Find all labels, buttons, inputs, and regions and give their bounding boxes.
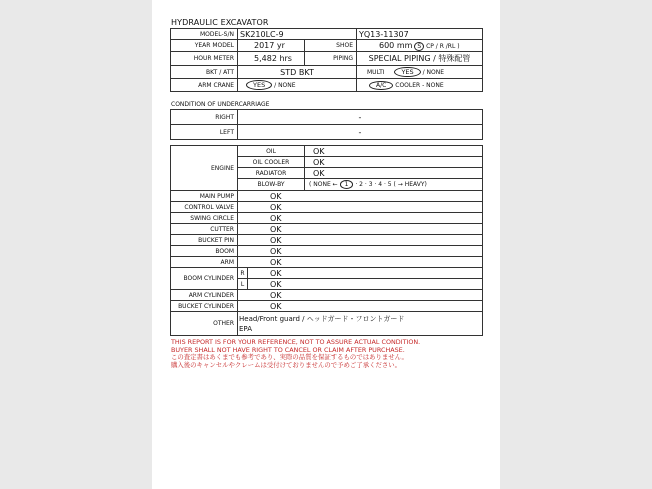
multi-label: MULTI [367,69,385,76]
blowby-none: ( NONE ← [309,181,338,188]
undercarriage-table [170,109,483,140]
notice-line: THIS REPORT IS FOR YOUR REFERENCE, NOT TO ASSURE ACTUAL CONDITION. [171,338,421,346]
item-label: CUTTER [171,224,238,235]
item-value: OK [238,235,483,246]
item-label: ARM [171,257,238,268]
item-value: OK [238,202,483,213]
blowby-label: BLOW-BY [238,179,305,191]
shoe-label: SHOE [305,40,357,52]
other-line-2: EPA [239,324,252,333]
left-label: LEFT [171,125,238,140]
boom-cylinder-r-label: R [238,268,248,279]
engine-label: ENGINE [171,146,238,191]
hour-meter-label: HOUR METER [171,52,238,66]
item-label: BOOM [171,246,238,257]
boom-cylinder-l-value: OK [248,279,483,290]
item-label: MAIN PUMP [171,191,238,202]
piping-label: PIPING [305,52,357,66]
year-value: 2017 yr [238,40,305,52]
boom-cylinder-l-label: L [238,279,248,290]
oil-label: OIL [238,146,305,157]
shoe-cell [357,40,483,52]
item-label: BUCKET PIN [171,235,238,246]
right-label: RIGHT [171,110,238,125]
multi-yes: YES [394,67,420,77]
notice-line: 購入後のキャンセルやクレームは受付けておりませんので予めご了承ください。 [171,360,402,369]
blowby-rest: · 2 · 3 · 4 · 5 ( → HEAVY) [355,181,427,188]
radiator-value: OK [305,168,483,179]
hours-value: 5,482 hrs [238,52,305,66]
arm-crane-cell [238,79,357,92]
disclaimer-notice [171,339,420,369]
year-model-label: YEAR MODEL [171,40,238,52]
radiator-label: RADIATOR [238,168,305,179]
serial-value: YQ13-11307 [357,29,483,40]
other-notes [238,312,483,336]
item-label: CONTROL VALVE [171,202,238,213]
multi-cell [357,66,483,79]
ac-selected: A/C [369,81,393,90]
item-value: OK [238,224,483,235]
oil-cooler-label: OIL COOLER [238,157,305,168]
item-value: OK [238,191,483,202]
shoe-options: CP / R /RL ) [426,43,460,50]
boom-cylinder-r-value: OK [248,268,483,279]
item-value: OK [238,290,483,301]
oil-cooler-value: OK [305,157,483,168]
bkt-value: STD BKT [238,66,357,79]
inspection-table [170,145,483,336]
other-label: OTHER [171,312,238,336]
item-value: OK [238,301,483,312]
arm-crane-label: ARM CRANE [171,79,238,92]
item-label: ARM CYLINDER [171,290,238,301]
other-line-1: Head/Front guard / ヘッドガード・フロントガード [239,314,405,323]
item-value: OK [238,213,483,224]
cooler-none: COOLER - NONE [395,81,444,89]
model-value: SK210LC-9 [238,29,357,40]
item-label: SWING CIRCLE [171,213,238,224]
spec-table [170,28,483,92]
notice-line: BUYER SHALL NOT HAVE RIGHT TO CANCEL OR CLAIM AFTER PURCHASE. [171,345,405,354]
notice-line: この査定書はあくまでも参考であり、実際の品質を保証するものではありません。 [171,353,408,361]
arm-crane-yes: YES [246,80,272,90]
item-value: OK [238,246,483,257]
arm-crane-none: / NONE [274,82,296,89]
piping-value: SPECIAL PIPING / 特殊配管 [357,52,483,66]
left-value: - [238,125,483,140]
item-label: BUCKET CYLINDER [171,301,238,312]
ac-cell [357,79,483,92]
model-sn-label: MODEL-S/N [171,29,238,40]
oil-value: OK [305,146,483,157]
right-value: - [238,110,483,125]
blowby-selected: 1 [340,180,354,189]
boom-cylinder-label: BOOM CYLINDER [171,268,238,290]
blowby-scale [305,179,483,191]
multi-none: / NONE [422,69,445,76]
shoe-option-selected: S [414,42,424,51]
document-title: HYDRAULIC EXCAVATOR [171,18,269,27]
shoe-value: 600 mm [379,41,413,50]
item-value: OK [238,257,483,268]
undercarriage-heading: CONDITION OF UNDERCARRIAGE [171,101,270,108]
bkt-att-label: BKT / ATT [171,66,238,79]
